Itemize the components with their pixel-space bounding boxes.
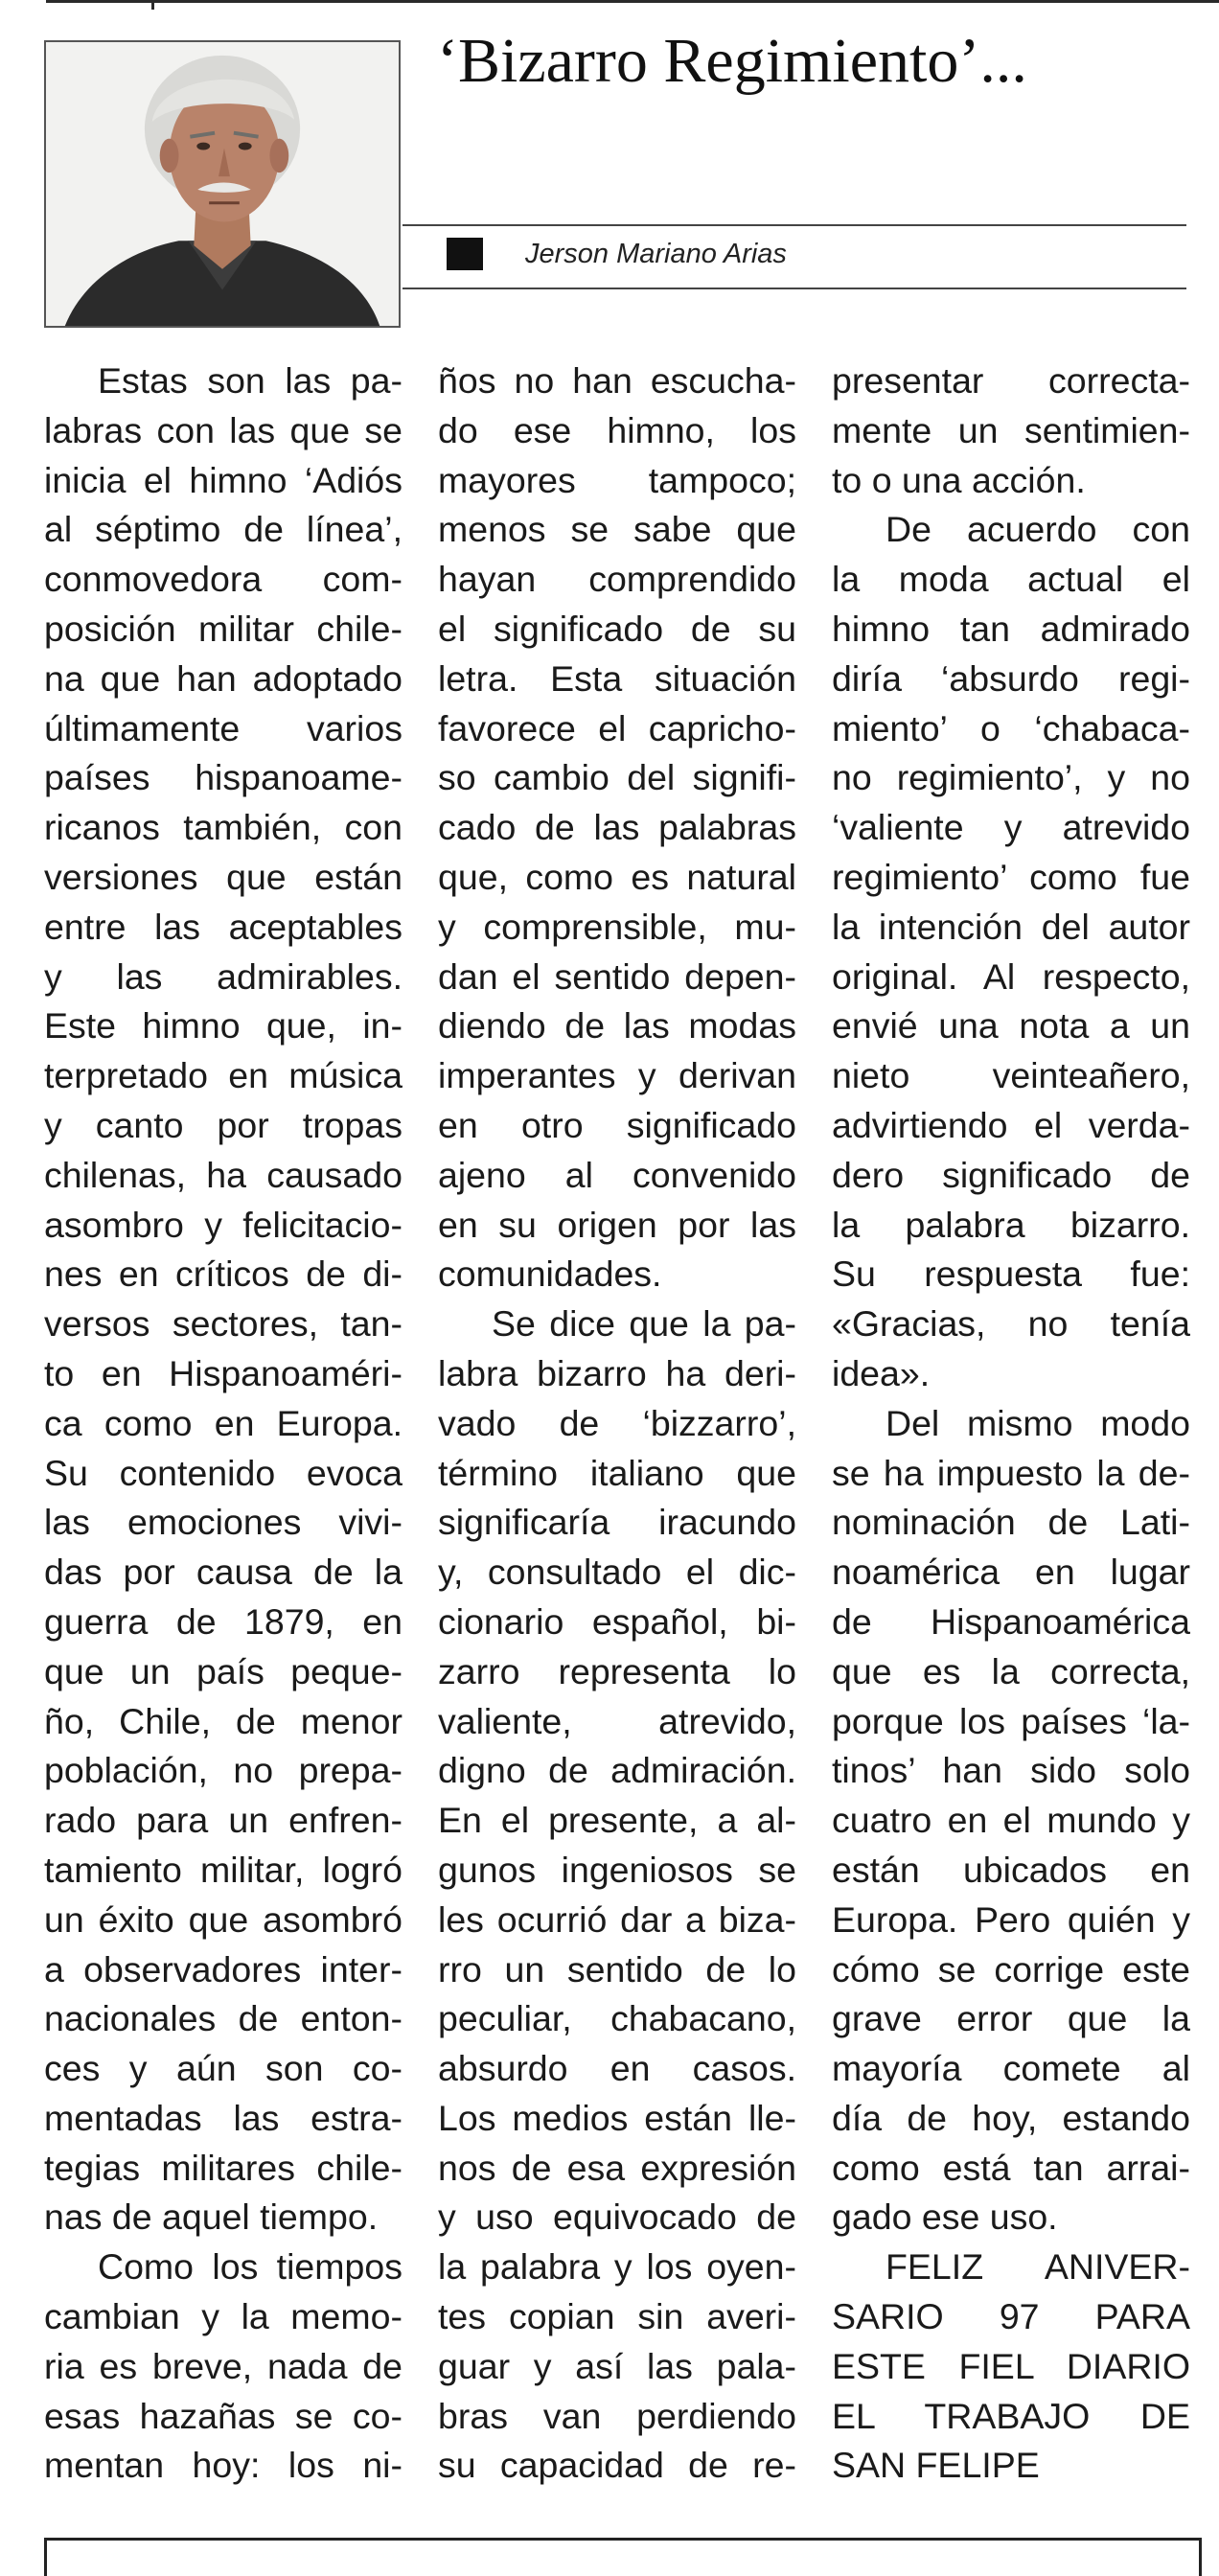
- text-line: asombro y felicitacio-: [44, 1204, 402, 1245]
- top-rule: [46, 0, 1219, 3]
- text-line: término italiano que: [438, 1452, 796, 1493]
- text-line: bras van perdiendo: [438, 2395, 796, 2436]
- text-line: ajeno al convenido: [438, 1154, 796, 1195]
- text-line: advirtiendo el verda-: [832, 1104, 1190, 1145]
- text-line: la palabra y los oyen-: [438, 2246, 796, 2288]
- text-line: en otro significado: [438, 1104, 796, 1145]
- text-line: posición militar chile-: [44, 608, 402, 649]
- text-line: digno de admiración.: [438, 1750, 796, 1791]
- text-line: peculiar, chabacano,: [438, 1998, 796, 2039]
- text-line: ricanos también, con: [44, 807, 402, 848]
- text-line: Estas son las pa-: [98, 360, 402, 401]
- text-line: gado ese uso.: [832, 2196, 1058, 2238]
- text-line: ‘valiente y atrevido: [832, 807, 1190, 848]
- text-line: ria es breve, nada de: [44, 2345, 402, 2386]
- column-3: [832, 356, 1190, 2491]
- text-line: regimiento’ como fue: [832, 856, 1190, 897]
- text-line: y canto por tropas: [44, 1104, 402, 1145]
- text-line: y las admirables.: [44, 955, 402, 997]
- text-line: su capacidad de re-: [438, 2445, 796, 2486]
- text-line: significaría iracundo: [438, 1502, 796, 1543]
- text-line: tegias militares chile-: [44, 2147, 402, 2188]
- text-line: nieto veinteañero,: [832, 1055, 1190, 1096]
- text-line: na que han adoptado: [44, 657, 402, 699]
- text-line: labra bizarro ha deri-: [438, 1352, 796, 1393]
- text-line: cómo se corrige este: [832, 1948, 1190, 1990]
- text-line: las emociones vivi-: [44, 1502, 402, 1543]
- text-line: guar y así las pala-: [438, 2345, 796, 2386]
- text-line: que es la correcta,: [832, 1650, 1190, 1691]
- text-line: mayores tampoco;: [438, 459, 796, 500]
- text-line: población, no prepa-: [44, 1750, 402, 1791]
- text-line: gunos ingeniosos se: [438, 1849, 796, 1890]
- text-line: envié una nota a un: [832, 1005, 1190, 1046]
- text-line: Su contenido evoca: [44, 1452, 402, 1493]
- text-line: y uso equivocado de: [438, 2196, 796, 2238]
- title-rule-lower: [402, 288, 1186, 289]
- text-line: que un país peque-: [44, 1650, 402, 1691]
- text-line: imperantes y derivan: [438, 1055, 796, 1096]
- title-rule-upper: [402, 224, 1186, 226]
- text-line: do ese himno, los: [438, 409, 796, 450]
- article-title: ‘Bizarro Regimiento’...: [437, 26, 1027, 96]
- text-line: nacionales de enton-: [44, 1998, 402, 2039]
- text-line: favorece el capricho-: [438, 707, 796, 748]
- text-line: Su respuesta fue:: [832, 1254, 1190, 1295]
- text-line: versos sectores, tan-: [44, 1303, 402, 1345]
- top-rule-tick: [151, 0, 154, 10]
- text-line: Del mismo modo: [886, 1402, 1190, 1443]
- text-line: porque los países ‘la-: [832, 1700, 1190, 1741]
- text-line: comunidades.: [438, 1254, 662, 1295]
- text-line: De acuerdo con: [886, 509, 1190, 550]
- text-line: nos de esa expresión: [438, 2147, 796, 2188]
- text-line: mente un sentimien-: [832, 409, 1190, 450]
- text-line: himno tan admirado: [832, 608, 1190, 649]
- text-line: ño, Chile, de menor: [44, 1700, 402, 1741]
- text-line: como está tan arrai-: [832, 2147, 1190, 2188]
- text-line: original. Al respecto,: [832, 955, 1190, 997]
- text-line: tamiento militar, logró: [44, 1849, 402, 1890]
- text-line: entre las aceptables: [44, 906, 402, 947]
- text-line: países hispanoame-: [44, 757, 402, 798]
- text-line: mayoría comete al: [832, 2048, 1190, 2089]
- text-line: chilenas, ha causado: [44, 1154, 402, 1195]
- next-article-box: [44, 2538, 1202, 2576]
- text-line: nas de aquel tiempo.: [44, 2196, 379, 2238]
- text-line: diendo de las modas: [438, 1005, 796, 1046]
- text-line: un éxito que asombró: [44, 1898, 402, 1940]
- text-line: cado de las palabras: [438, 807, 796, 848]
- text-line: que, como es natural: [438, 856, 796, 897]
- text-line: letra. Esta situación: [438, 657, 796, 699]
- text-line: menos se sabe que: [438, 509, 796, 550]
- text-line: al séptimo de línea’,: [44, 509, 402, 550]
- text-line: so cambio del signifi-: [438, 757, 796, 798]
- text-line: SAN FELIPE: [832, 2445, 1040, 2486]
- text-line: EL TRABAJO DE: [832, 2395, 1190, 2436]
- text-line: ESTE FIEL DIARIO: [832, 2345, 1190, 2386]
- text-line: ca como en Europa.: [44, 1402, 402, 1443]
- text-line: de Hispanoamérica: [832, 1600, 1190, 1642]
- article-body: [44, 356, 1190, 2491]
- text-line: ces y aún son co-: [44, 2048, 402, 2089]
- text-line: la palabra bizarro.: [832, 1204, 1190, 1245]
- text-line: rro un sentido de lo: [438, 1948, 796, 1990]
- text-line: a observadores inter-: [44, 1948, 402, 1990]
- text-line: grave error que la: [832, 1998, 1190, 2039]
- text-line: Europa. Pero quién y: [832, 1898, 1190, 1940]
- text-line: están ubicados en: [832, 1849, 1190, 1890]
- text-line: ños no han escucha-: [438, 360, 796, 401]
- text-line: no regimiento’, y no: [832, 757, 1190, 798]
- text-line: dero significado de: [832, 1154, 1190, 1195]
- text-line: versiones que están: [44, 856, 402, 897]
- author-photo: [44, 40, 401, 328]
- text-line: terpretado en música: [44, 1055, 402, 1096]
- author-byline: Jerson Mariano Arias: [525, 239, 787, 269]
- text-line: últimamente varios: [44, 707, 402, 748]
- text-line: en su origen por las: [438, 1204, 796, 1245]
- text-line: SARIO 97 PARA: [832, 2296, 1190, 2337]
- text-line: miento’ o ‘chabaca-: [832, 707, 1190, 748]
- author-portrait-image: [46, 42, 399, 326]
- text-line: Los medios están lle-: [438, 2097, 796, 2138]
- text-line: Este himno que, in-: [44, 1005, 402, 1046]
- text-line: labras con las que se: [44, 409, 402, 450]
- text-line: valiente, atrevido,: [438, 1700, 796, 1741]
- text-line: cionario español, bi-: [438, 1600, 796, 1642]
- text-line: guerra de 1879, en: [44, 1600, 402, 1642]
- text-line: mentan hoy: los ni-: [44, 2445, 402, 2486]
- text-line: mentadas las estra-: [44, 2097, 402, 2138]
- text-line: cuatro en el mundo y: [832, 1800, 1190, 1841]
- text-line: vado de ‘bizzarro’,: [438, 1402, 796, 1443]
- text-line: y, consultado el dic-: [438, 1552, 796, 1593]
- text-line: diría ‘absurdo regi-: [832, 657, 1190, 699]
- text-line: idea».: [832, 1352, 931, 1393]
- byline-square-icon: [447, 238, 483, 270]
- text-line: das por causa de la: [44, 1552, 402, 1593]
- text-line: hayan comprendido: [438, 559, 796, 600]
- text-line: esas hazañas se co-: [44, 2395, 402, 2436]
- text-line: to en Hispanoaméri-: [44, 1352, 402, 1393]
- text-line: absurdo en casos.: [438, 2048, 796, 2089]
- text-line: «Gracias, no tenía: [832, 1303, 1190, 1345]
- text-line: zarro representa lo: [438, 1650, 796, 1691]
- text-line: inicia el himno ‘Adiós: [44, 459, 402, 500]
- text-line: tinos’ han sido solo: [832, 1750, 1190, 1791]
- text-line: nominación de Lati-: [832, 1502, 1190, 1543]
- text-line: nes en críticos de di-: [44, 1254, 402, 1295]
- text-line: y comprensible, mu-: [438, 906, 796, 947]
- text-line: rado para un enfren-: [44, 1800, 402, 1841]
- text-line: la intención del autor: [832, 906, 1190, 947]
- text-line: noamérica en lugar: [832, 1552, 1190, 1593]
- text-line: el significado de su: [438, 608, 796, 649]
- text-line: les ocurrió dar a biza-: [438, 1898, 796, 1940]
- text-line: Se dice que la pa-: [492, 1303, 796, 1345]
- text-line: tes copian sin averi-: [438, 2296, 796, 2337]
- text-line: la moda actual el: [832, 559, 1190, 600]
- column-1: [44, 356, 402, 2491]
- text-line: to o una acción.: [832, 459, 1086, 500]
- text-line: conmovedora com-: [44, 559, 402, 600]
- text-line: cambian y la memo-: [44, 2296, 402, 2337]
- text-line: presentar correcta-: [832, 360, 1190, 401]
- column-2: [438, 356, 796, 2491]
- text-line: FELIZ ANIVER-: [886, 2246, 1190, 2288]
- text-line: se ha impuesto la de-: [832, 1452, 1190, 1493]
- text-line: día de hoy, estando: [832, 2097, 1190, 2138]
- text-line: Como los tiempos: [98, 2246, 402, 2288]
- text-line: dan el sentido depen-: [438, 955, 796, 997]
- text-line: En el presente, a al-: [438, 1800, 796, 1841]
